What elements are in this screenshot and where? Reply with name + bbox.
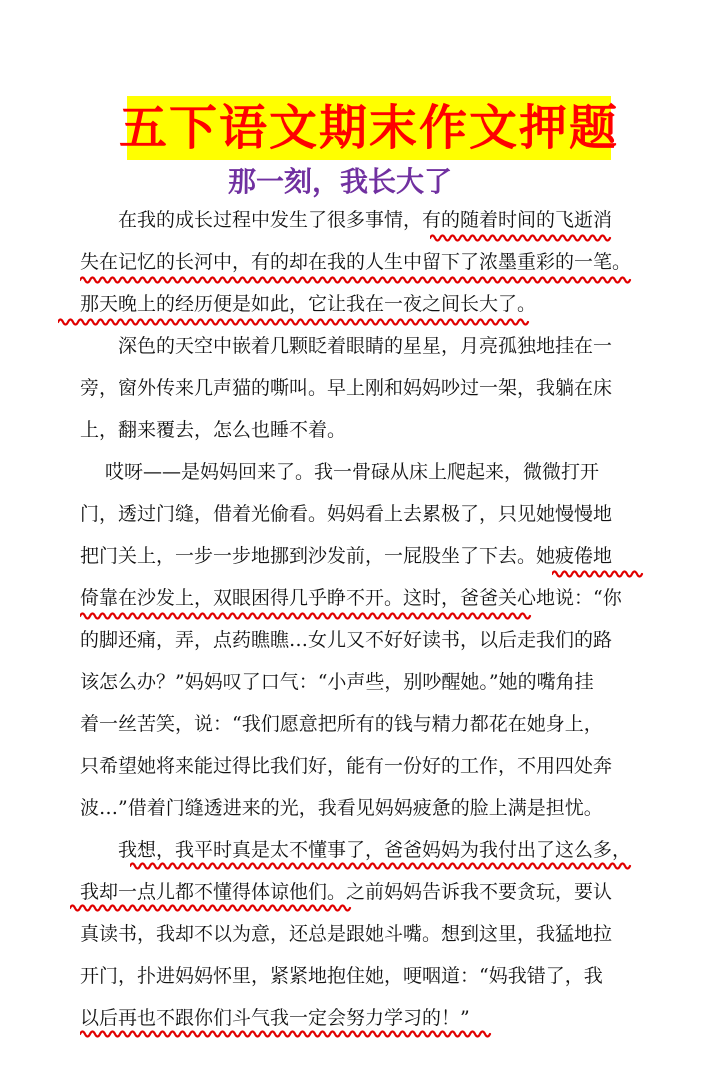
essay-line: 以后再也不跟你们斗气我一定会努力学习的！” bbox=[80, 1007, 470, 1029]
essay-line: 的脚还痛，弄，点药瞧瞧…女儿又不好好读书，以后走我们的路 bbox=[80, 629, 613, 651]
essay-line: 倚靠在沙发上，双眼困得几乎睁不开。这时，爸爸关心地说：“你 bbox=[80, 587, 622, 609]
wavy-underline bbox=[80, 274, 640, 286]
wavy-underline bbox=[80, 610, 540, 622]
essay-line: 只希望她将来能过得比我们好，能有一份好的工作，不用四处奔 bbox=[80, 755, 613, 777]
essay-line: 那天晚上的经历便是如此，它让我在一夜之间长大了。 bbox=[80, 293, 537, 315]
essay-line: 着一丝苦笑，说：“我们愿意把所有的钱与精力都花在她身上， bbox=[80, 713, 603, 735]
essay-line: 失在记忆的长河中，有的却在我的人生中留下了浓墨重彩的一笔。 bbox=[80, 251, 632, 273]
essay-line: 真读书，我却不以为意，还总是跟她斗嘴。想到这里，我猛地拉 bbox=[80, 923, 613, 945]
page-title: 五下语文期末作文押题 bbox=[119, 100, 620, 156]
essay-line: 该怎么办？”妈妈叹了口气：“小声些，别吵醒她。”她的嘴角挂 bbox=[80, 671, 594, 693]
essay-line: 旁，窗外传来几声猫的嘶叫。早上刚和妈妈吵过一架，我躺在床 bbox=[80, 377, 613, 399]
essay-line: 深色的天空中嵌着几颗眨着眼睛的星星，月亮孤独地挂在一 bbox=[80, 335, 613, 357]
essay-line: 门，透过门缝，借着光偷看。妈妈看上去累极了，只见她慢慢地 bbox=[80, 503, 613, 525]
essay-title: 那一刻，我长大了 bbox=[228, 165, 453, 198]
essay-line: 把门关上，一步一步地挪到沙发前，一屁股坐了下去。她疲倦地 bbox=[80, 545, 613, 567]
essay-line: 上，翻来覆去，怎么也睡不着。 bbox=[80, 419, 347, 441]
essay-line: 哎呀——是妈妈回来了。我一骨碌从床上爬起来，微微打开 bbox=[80, 461, 600, 483]
wavy-underline bbox=[58, 316, 538, 328]
title-banner bbox=[119, 96, 620, 160]
essay-line: 波…”借着门缝透进来的光，我看见妈妈疲惫的脸上满是担忧。 bbox=[80, 797, 603, 819]
wavy-underline bbox=[430, 232, 615, 244]
essay-line: 在我的成长过程中发生了很多事情，有的随着时间的飞逝消 bbox=[80, 209, 613, 231]
essay-line: 我却一点儿都不懂得体谅他们。之前妈妈告诉我不要贪玩，要认 bbox=[80, 881, 613, 903]
wavy-underline bbox=[552, 568, 650, 580]
essay-line: 我想，我平时真是太不懂事了，爸爸妈妈为我付出了这么多， bbox=[80, 839, 632, 861]
essay-line: 开门，扑进妈妈怀里，紧紧地抱住她，哽咽道：“妈我错了，我 bbox=[80, 965, 603, 987]
